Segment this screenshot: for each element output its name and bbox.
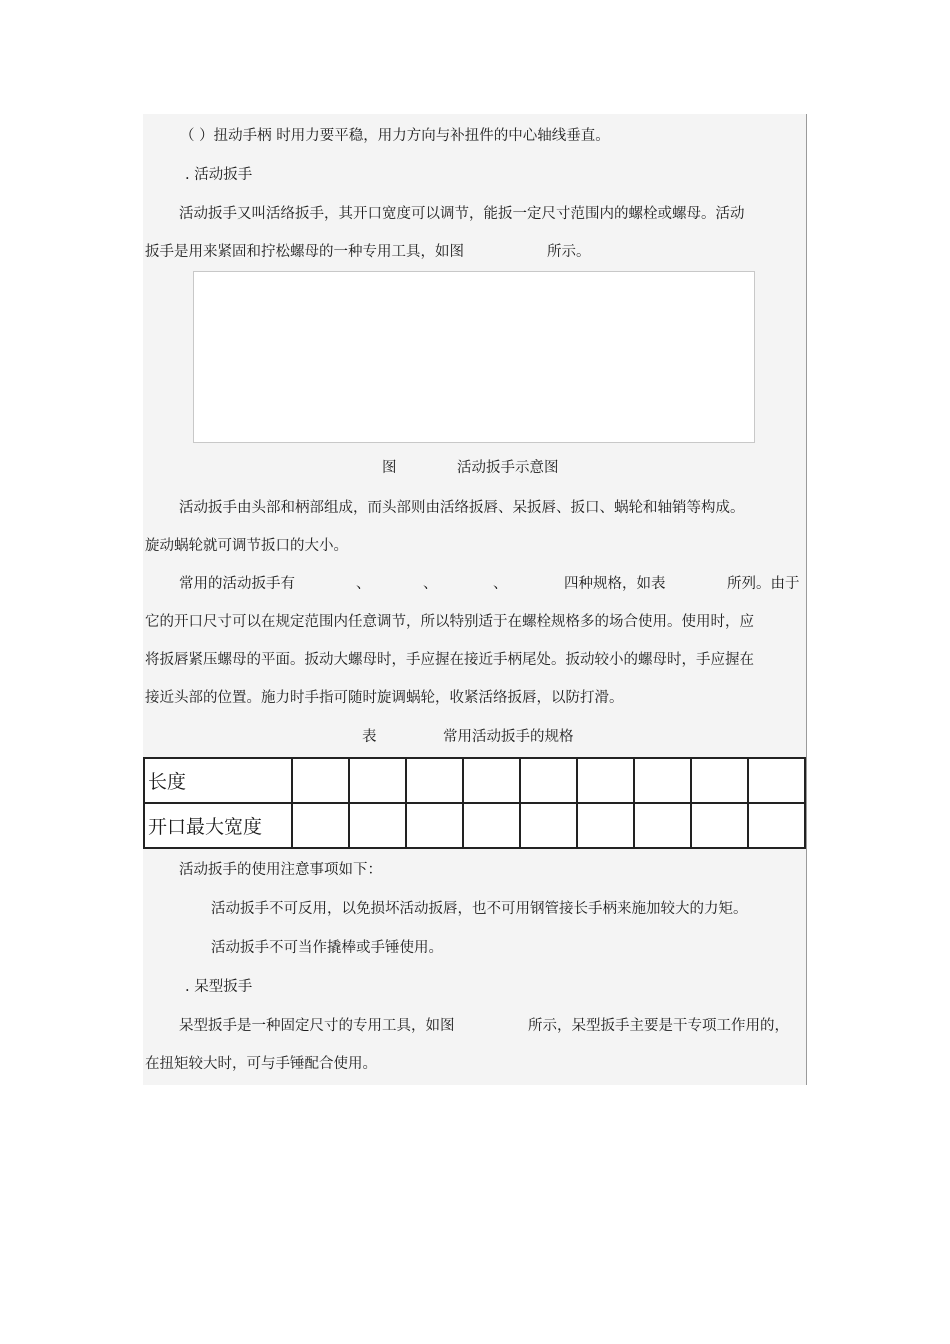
table-cell (406, 758, 463, 803)
paragraph-specs-line1b: 四种规格，如表 (564, 576, 666, 592)
table-cell (292, 758, 349, 803)
paragraph-intro-line2a: 扳手是用来紧固和拧松螺母的一种专用工具，如图 (145, 244, 464, 260)
separator-3: 、 (493, 576, 508, 592)
spec-table (143, 757, 806, 849)
paragraph-intro-line1: 活动扳手又叫活络扳手，其开口宽度可以调节，能扳一定尺寸范围内的螺栓或螺母。活动 (179, 206, 745, 222)
table-cell (634, 803, 691, 848)
section-heading-adjustable-wrench: . 活动扳手 (185, 167, 253, 183)
table-cell (691, 758, 748, 803)
paragraph-intro-line2b: 所示。 (547, 244, 591, 260)
table-cell (292, 803, 349, 848)
figure-placeholder (193, 271, 755, 443)
figure-label: 图 (382, 460, 397, 476)
table-cell (463, 803, 520, 848)
paragraph-specs-line3: 将扳唇紧压螺母的平面。扳动大螺母时，手应握在接近手柄尾处。扳动较小的螺母时，手应握在 (145, 652, 754, 668)
usage-note-1: 活动扳手不可反用，以免损坏活动扳唇，也不可用钢管接长手柄来施加较大的力矩。 (211, 901, 748, 917)
table-cell (349, 803, 406, 848)
table-cell (748, 758, 805, 803)
paragraph-fixed-line2: 在扭矩较大时，可与手锤配合使用。 (145, 1056, 377, 1072)
paragraph-structure-line1: 活动扳手由头部和柄部组成，而头部则由活络扳唇、呆扳唇、扳口、蜗轮和轴销等构成。 (179, 500, 745, 516)
table-cell (520, 803, 577, 848)
table-caption: 常用活动扳手的规格 (443, 729, 574, 745)
usage-note-2: 活动扳手不可当作撬棒或手锤使用。 (211, 940, 443, 956)
table-cell (406, 803, 463, 848)
section-heading-fixed-wrench: . 呆型扳手 (185, 979, 253, 995)
separator-1: 、 (356, 576, 371, 592)
row-header-length: 长度 (144, 758, 292, 803)
table-cell (463, 758, 520, 803)
figure-caption: 活动扳手示意图 (457, 460, 559, 476)
paragraph-usage-notes: 活动扳手的使用注意事项如下： (179, 862, 382, 878)
table-label: 表 (362, 729, 377, 745)
table-row (144, 803, 805, 848)
paragraph-specs-line1a: 常用的活动扳手有 (179, 576, 295, 592)
separator-2: 、 (423, 576, 438, 592)
table-cell (577, 758, 634, 803)
paragraph-specs-line1c: 所列。由于 (727, 576, 800, 592)
paragraph-specs-line4: 接近头部的位置。施力时手指可随时旋调蜗轮，收紧活络扳唇，以防打滑。 (145, 690, 624, 706)
paragraph-fixed-line1a: 呆型扳手是一种固定尺寸的专用工具，如图 (179, 1018, 455, 1034)
row-header-max-opening: 开口最大宽度 (144, 803, 292, 848)
table-cell (349, 758, 406, 803)
paragraph-specs-line2: 它的开口尺寸可以在规定范围内任意调节，所以特别适于在螺栓规格多的场合使用。使用时，应 (145, 614, 754, 630)
paragraph-torque-handle: （ ）扭动手柄 时用力要平稳，用力方向与补扭件的中心轴线垂直。 (180, 128, 610, 144)
table-cell (691, 803, 748, 848)
table-row (144, 758, 805, 803)
paragraph-structure-line2: 旋动蜗轮就可调节扳口的大小。 (145, 538, 348, 554)
table-cell (634, 758, 691, 803)
table-cell (520, 758, 577, 803)
paragraph-fixed-line1b: 所示，呆型扳手主要是干专项工作用的， (528, 1018, 789, 1034)
table-cell (577, 803, 634, 848)
table-cell (748, 803, 805, 848)
